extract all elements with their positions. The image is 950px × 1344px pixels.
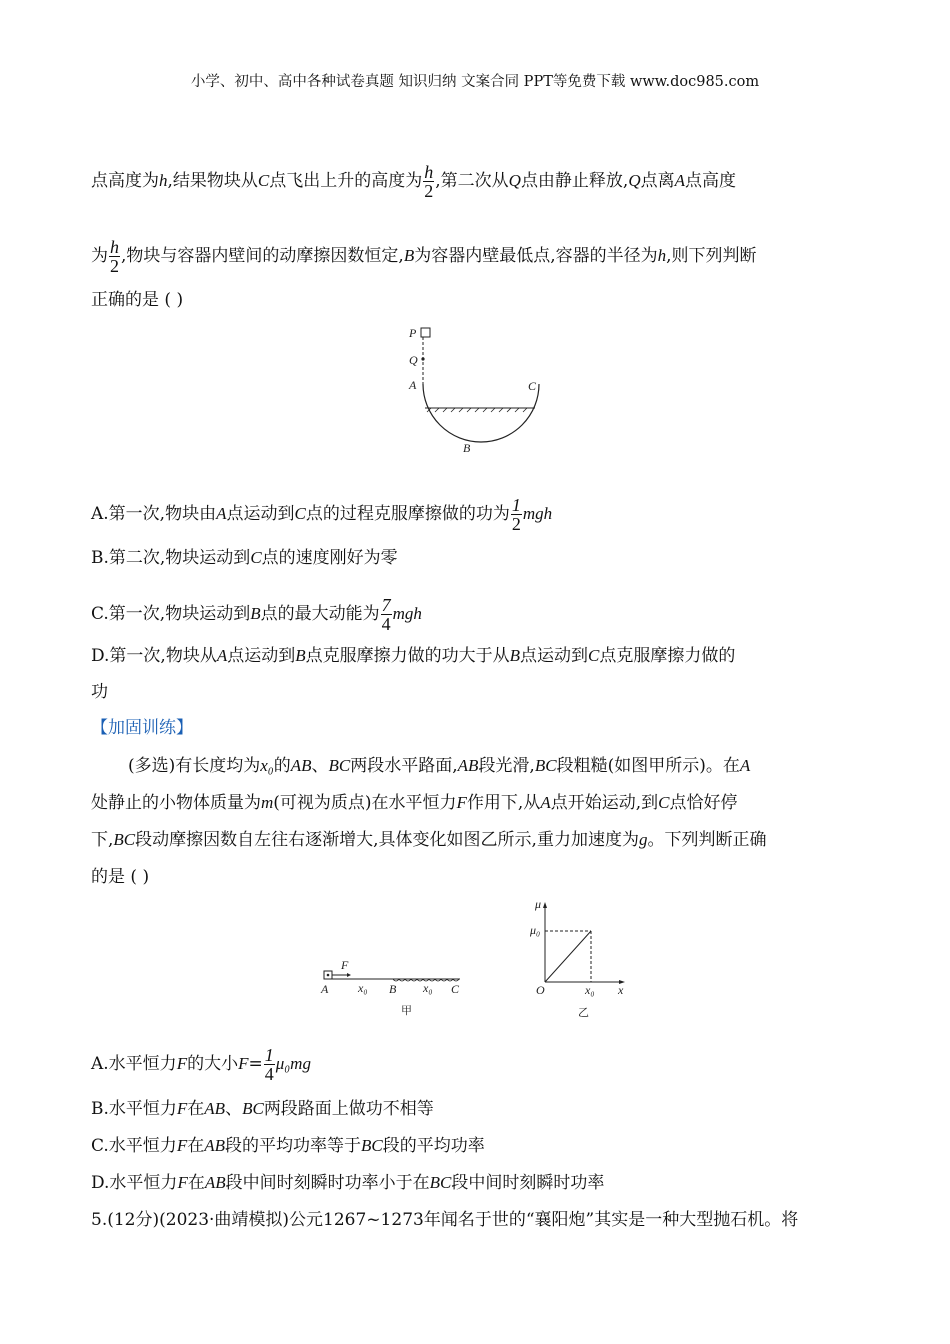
denominator: 2 (424, 181, 434, 201)
text-run: 5.(12分)(2023·曲靖模拟)公元1267~1273年闻名于世的“襄阳炮”其实是一种大型抛石机。将 (91, 1210, 799, 1230)
text-run: 【加固训练】 (91, 718, 193, 738)
text-run: B.水平恒力 (91, 1099, 177, 1119)
text-run: 点克服摩擦力做的功大于从 (305, 646, 510, 666)
label-B: B (389, 982, 397, 996)
text-line (91, 496, 552, 533)
math-var: BC (242, 1099, 264, 1118)
text-run: 点恰好停 (669, 793, 738, 813)
text-line (91, 1212, 798, 1229)
numerator: 1 (264, 1045, 274, 1065)
text-run: 段粗糙(如图甲所示)。在 (556, 756, 740, 776)
denominator: 2 (110, 256, 119, 276)
text-run: 段中间时刻瞬时功率 (451, 1173, 605, 1193)
text-run: 点的速度刚好为零 (261, 548, 398, 568)
text-run: ,第二次从 (435, 171, 509, 191)
math-var: C (588, 646, 600, 665)
label-x-axis: x (618, 983, 624, 997)
text-run: 、 (225, 1099, 243, 1119)
text-run: C.第一次,物块运动到 (91, 604, 251, 624)
math-var: mgh (392, 604, 422, 623)
text-run: 两段水平路面, (350, 756, 458, 776)
fraction (109, 238, 120, 275)
text-line (128, 757, 750, 775)
text-run: ,则下列判断 (666, 246, 757, 266)
text-run: 在 (187, 1099, 205, 1119)
label-x0-bc: x₀ (423, 981, 433, 995)
math-var: F (176, 1099, 188, 1118)
text-run: A.水平恒力 (91, 1054, 177, 1074)
math-var: A (216, 646, 228, 665)
text-run: 点离 (640, 171, 675, 191)
text-run: 点高度为 (91, 171, 159, 191)
math-var: F (238, 1054, 249, 1073)
text-run: = (248, 1054, 263, 1074)
text-run: 、 (311, 756, 329, 776)
text-run: 两段路面上做功不相等 (263, 1099, 434, 1119)
math-var: B (403, 246, 415, 265)
math-var: x₀ (260, 756, 274, 775)
text-run: 点克服摩擦力做的 (599, 646, 736, 666)
math-var: C (294, 504, 306, 523)
denominator: 2 (511, 514, 521, 534)
text-run: 点由静止释放, (520, 171, 629, 191)
text-line (91, 163, 736, 200)
text-line (91, 869, 149, 886)
math-var: A (674, 171, 686, 190)
text-run: 在 (187, 1173, 205, 1193)
caption-jia: 甲 (401, 1004, 412, 1017)
text-run: 段光滑, (478, 756, 535, 776)
label-origin: O (536, 983, 545, 997)
math-var: AB (204, 1136, 225, 1155)
text-run: 处静止的小物体质量为 (91, 793, 261, 813)
text-line (91, 549, 398, 567)
text-line (91, 1174, 604, 1192)
math-var: BC (429, 1173, 452, 1192)
math-var: g (638, 830, 648, 849)
label-P: P (409, 326, 417, 340)
math-var: A (739, 756, 751, 775)
numerator: h (424, 162, 434, 182)
label-F: F (341, 958, 349, 972)
text-run: 为容器内壁最低点,容器的半径为 (414, 246, 658, 266)
math-var: B (250, 604, 261, 623)
math-var: A (540, 793, 551, 812)
math-var: F (456, 793, 467, 812)
label-Q: Q (409, 353, 418, 367)
text-line (91, 647, 735, 665)
math-var: Q (628, 171, 641, 190)
math-var: Q (508, 171, 521, 190)
text-run: 的 (273, 756, 291, 776)
text-run: 点飞出上升的高度为 (269, 171, 423, 191)
text-line (91, 292, 183, 309)
mu-x-graph (525, 898, 635, 1020)
denominator: 4 (381, 614, 391, 634)
text-run: 点运动到 (227, 646, 296, 666)
text-run: 作用下,从 (466, 793, 541, 813)
text-run: 功 (91, 682, 108, 702)
math-var: C (257, 171, 270, 190)
label-mu: μ (535, 898, 542, 911)
numerator: 7 (381, 595, 391, 615)
label-A: A (409, 378, 417, 392)
label-mu0: μ₀ (530, 923, 541, 937)
label-A: A (321, 982, 329, 996)
math-var: h (657, 246, 667, 265)
math-var: A (216, 504, 227, 523)
text-run: A.第一次,物块由 (91, 504, 217, 524)
numerator: h (110, 237, 119, 257)
math-var: AB (204, 1173, 226, 1192)
text-run: 的大小 (187, 1054, 239, 1074)
page-header: 小学、初中、高中各种试卷真题 知识归纳 文案合同 PPT等免费下载 www.doc985.com (190, 74, 760, 90)
fraction (264, 1046, 275, 1083)
denominator: 4 (264, 1064, 274, 1084)
math-var: AB (290, 756, 312, 775)
text-line (91, 596, 422, 633)
math-var: mgh (522, 504, 553, 523)
text-run: D.第一次,物块从 (91, 646, 217, 666)
text-run: 正确的是 ( ) (91, 290, 184, 310)
text-run: (可视为质点)在水平恒力 (273, 793, 457, 813)
fraction (423, 163, 434, 200)
text-line (91, 1046, 311, 1083)
text-run: 点高度 (685, 171, 737, 191)
math-var: BC (328, 756, 351, 775)
math-var: C (658, 793, 670, 812)
text-run: 点的过程克服摩擦做的功为 (305, 504, 510, 524)
track-diagram (315, 955, 465, 1020)
text-run: 为 (91, 246, 108, 266)
text-run: 下, (91, 830, 114, 850)
caption-yi: 乙 (578, 1006, 589, 1019)
math-var: m (261, 793, 274, 812)
math-var: B (509, 646, 521, 665)
text-run: 点的最大动能为 (260, 604, 380, 624)
math-var: AB (457, 756, 479, 775)
math-var: BC (113, 830, 136, 849)
text-line (91, 794, 737, 812)
text-line (91, 684, 108, 701)
math-var: B (295, 646, 306, 665)
text-run: 点开始运动,到 (550, 793, 659, 813)
text-line (91, 1137, 485, 1155)
text-run: 段的平均功率等于 (224, 1136, 361, 1156)
fraction (511, 496, 522, 533)
text-run: B.第二次,物块运动到 (91, 548, 251, 568)
text-run: D.水平恒力 (91, 1173, 178, 1193)
text-run: 。下列判断正确 (647, 830, 767, 850)
label-C: C (528, 379, 537, 393)
text-line (91, 1100, 434, 1118)
text-run: (多选)有长度均为 (128, 756, 261, 776)
text-run: 段中间时刻瞬时功率小于在 (225, 1173, 430, 1193)
text-run: 段动摩擦因数自左往右逐渐增大,具体变化如图乙所示,重力加速度为 (135, 830, 639, 850)
text-run: C.水平恒力 (91, 1136, 177, 1156)
math-var: F (176, 1054, 188, 1073)
fraction (381, 596, 392, 633)
math-var: h (159, 171, 168, 190)
text-line (91, 238, 757, 275)
text-run: 的是 ( ) (91, 867, 150, 887)
text-run: ,物块与容器内壁间的动摩擦因数恒定, (121, 246, 404, 266)
text-run: 在 (187, 1136, 205, 1156)
math-var: BC (360, 1136, 383, 1155)
math-var: F (176, 1136, 188, 1155)
math-var: F (177, 1173, 188, 1192)
label-x0: x₀ (585, 983, 595, 997)
bowl-diagram (395, 322, 555, 462)
label-C: C (451, 982, 460, 996)
math-var: BC (534, 756, 557, 775)
text-run: 点运动到 (520, 646, 589, 666)
math-var: AB (204, 1099, 226, 1118)
label-x0-ab: x₀ (358, 981, 368, 995)
text-line (91, 831, 766, 849)
section-heading (91, 720, 193, 737)
label-B: B (463, 441, 471, 455)
numerator: 1 (511, 495, 521, 515)
text-run: ,结果物块从 (167, 171, 258, 191)
math-var: C (250, 548, 262, 567)
text-run: 段的平均功率 (382, 1136, 485, 1156)
math-var: μ₀mg (275, 1054, 311, 1073)
text-run: 点运动到 (226, 504, 295, 524)
